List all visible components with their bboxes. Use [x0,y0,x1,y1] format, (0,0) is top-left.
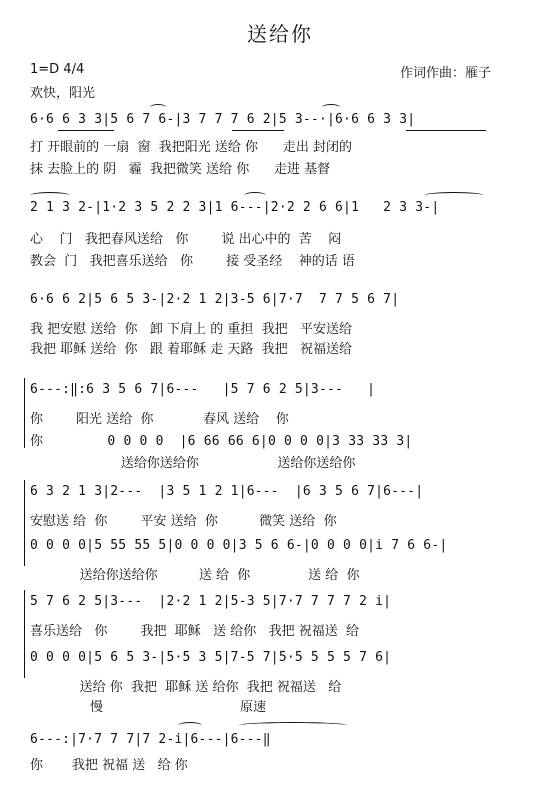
lyric-line-2: 抹 去脸上的 阴 霾 我把微笑 送给 你 走进 基督 [30,162,331,177]
tie-slur [424,192,484,199]
lyric-line-1: 我 把安慰 送给 你 卸 下肩上 的 重担 我把 平安送给 [30,322,352,337]
notation-line: 5 7 6 2 5|3--- |2·2 1 2|5-3 5|7·7 7 7 7 2 i| [30,594,392,609]
harmony-notation: 0 0 0 0|5 6 5 3-|5·5 3 5|7-5 7|5·5 5 5 5 7 6| [30,650,392,665]
notation-line: 6---:‖:6 3 5 6 7|6--- |5 7 6 2 5|3--- | [30,382,376,397]
notation-line: 6 3 2 1 3|2--- |3 5 1 2 1|6--- |6 3 5 6 7|6---| [30,484,424,499]
lyric-line-1: 你 我把 祝福 送 给 你 [30,758,188,773]
tie-slur [150,104,166,111]
harmony-notation: 0 0 0 0|5 55 55 5|0 0 0 0|3 5 6 6-|0 0 0 0|i 7 6 6-| [30,538,448,553]
tempo-slow-mark: 慢 [90,700,104,715]
beam-underline [406,130,486,131]
system-bracket [24,590,25,678]
lyric-line-2: 教会 门 我把喜乐送给 你 接 受圣经 神的话 语 [30,254,355,269]
tie-slur [238,722,348,729]
credits: 作词作曲：雁子 [400,66,492,81]
lyric-line-1: 喜乐送给 你 我把 耶稣 送 给你 我把 祝福送 给 [30,624,360,639]
harmony-notation: 你 0 0 0 0 |6 66 66 6|0 0 0 0|3 33 33 3| [30,434,413,449]
notation-line: 2 1 3 2-|1·2 3 5 2 2 3|1 6---|2·2 2 6 6|1 2 3 3-| [30,200,440,215]
tie-slur [30,192,70,199]
lyric-line-1: 你 阳光 送给 你 春风 送给 你 [30,412,289,427]
lyric-line-1: 心 门 我把春风送给 你 说 出心中的 苦 闷 [30,232,342,247]
harmony-lyrics: 送给 你 我把 耶稣 送 给你 我把 祝福送 给 [30,680,342,695]
harmony-lyrics: 送给你送给你 送给你送给你 [30,456,356,471]
song-title: 送给你 [247,22,313,46]
tempo-resume-mark: 原速 [240,700,267,715]
notation-line: 6---:|7·7 7 7|7 2-i|6---|6---‖ [30,732,271,747]
system-bracket [24,378,25,448]
lyric-line-2: 我把 耶稣 送给 你 跟 着耶稣 走 天路 我把 祝福送给 [30,342,352,357]
harmony-lyrics: 送给你送给你 送 给 你 送 给 你 [30,568,360,583]
beam-underline [232,130,284,131]
notation-line: 6·6 6 3 3|5 6 7 6-|3 7 7 7 6 2|5 3--·|6·6 6 3 3| [30,112,416,127]
lyric-line-1: 安慰送 给 你 平安 送给 你 微笑 送给 你 [30,514,337,529]
system-bracket [24,480,25,566]
tie-slur [178,722,202,729]
tie-slur [244,192,266,199]
tie-slur [322,104,340,111]
tempo-marking: 欢快，阳光 [30,86,96,101]
lyric-line-1: 打 开眼前的 一扇 窗 我把阳光 送给 你 走出 封闭的 [30,140,352,155]
notation-line: 6·6 6 2|5 6 5 3-|2·2 1 2|3-5 6|7·7 7 7 5 6 7| [30,292,400,307]
beam-underline [58,130,114,131]
key-signature: 1=D 4/4 [30,62,85,77]
